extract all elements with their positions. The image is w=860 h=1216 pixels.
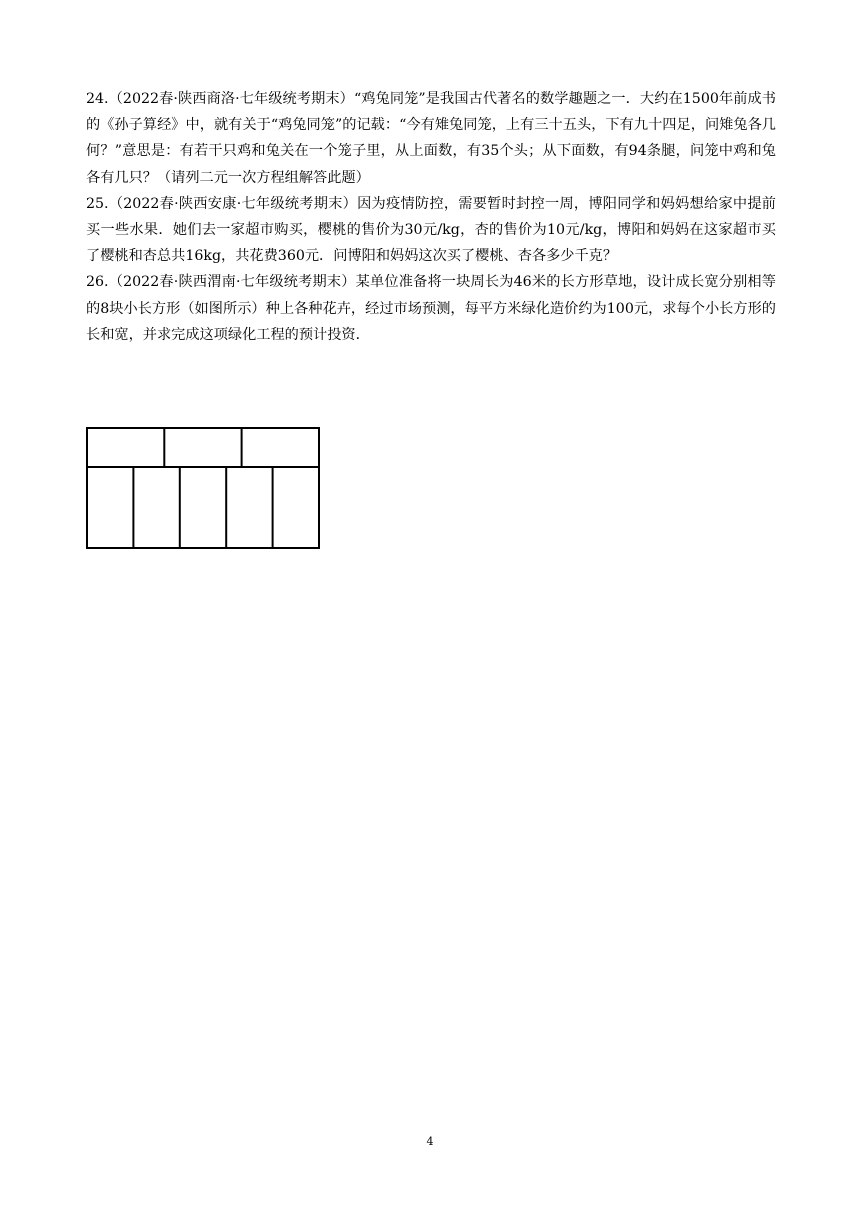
problem-24: 24.（2022春·陕西商洛·七年级统考期末）“鸡兔同笼”是我国古代著名的数学趣题之一．大约在1500年前成书的《孙子算经》中，就有关于“鸡兔同笼”的记载：“今有雉兔同笼，上有三十五头，下有九十四足，问雉兔各几何？”意思是：有若干只鸡和兔关在一个笼子里，从上面数，有35个头；从下面数，有94条腿，问笼中鸡和兔各有几只？（请列二元一次方程组解答此题） bbox=[86, 91, 776, 186]
figure-svg bbox=[86, 427, 322, 551]
page-number: 4 bbox=[426, 1135, 434, 1148]
problem-25: 25.（2022春·陕西安康·七年级统考期末）因为疫情防控，需要暂时封控一周，博阳同学和妈妈想给家中提前买一些水果．她们去一家超市购买，樱桃的售价为30元/kg，杏的售价为10元/kg，博阳和妈妈在这家超市买了樱桃和杏总共16kg，共花费360元．问博阳和妈妈这次买了樱桃、杏各多少千克？ bbox=[86, 195, 776, 265]
rectangle-partition-figure bbox=[86, 427, 322, 551]
problem-list bbox=[86, 86, 776, 348]
outer-rectangle bbox=[87, 428, 319, 548]
problem-26: 26.（2022春·陕西渭南·七年级统考期末）某单位准备将一块周长为46米的长方形草地，设计成长宽分别相等的8块小长方形（如图所示）种上各种花卉，经过市场预测，每平方米绿化造价约为100元，求每个小长方形的长和宽，并求完成这项绿化工程的预计投资． bbox=[86, 274, 776, 343]
